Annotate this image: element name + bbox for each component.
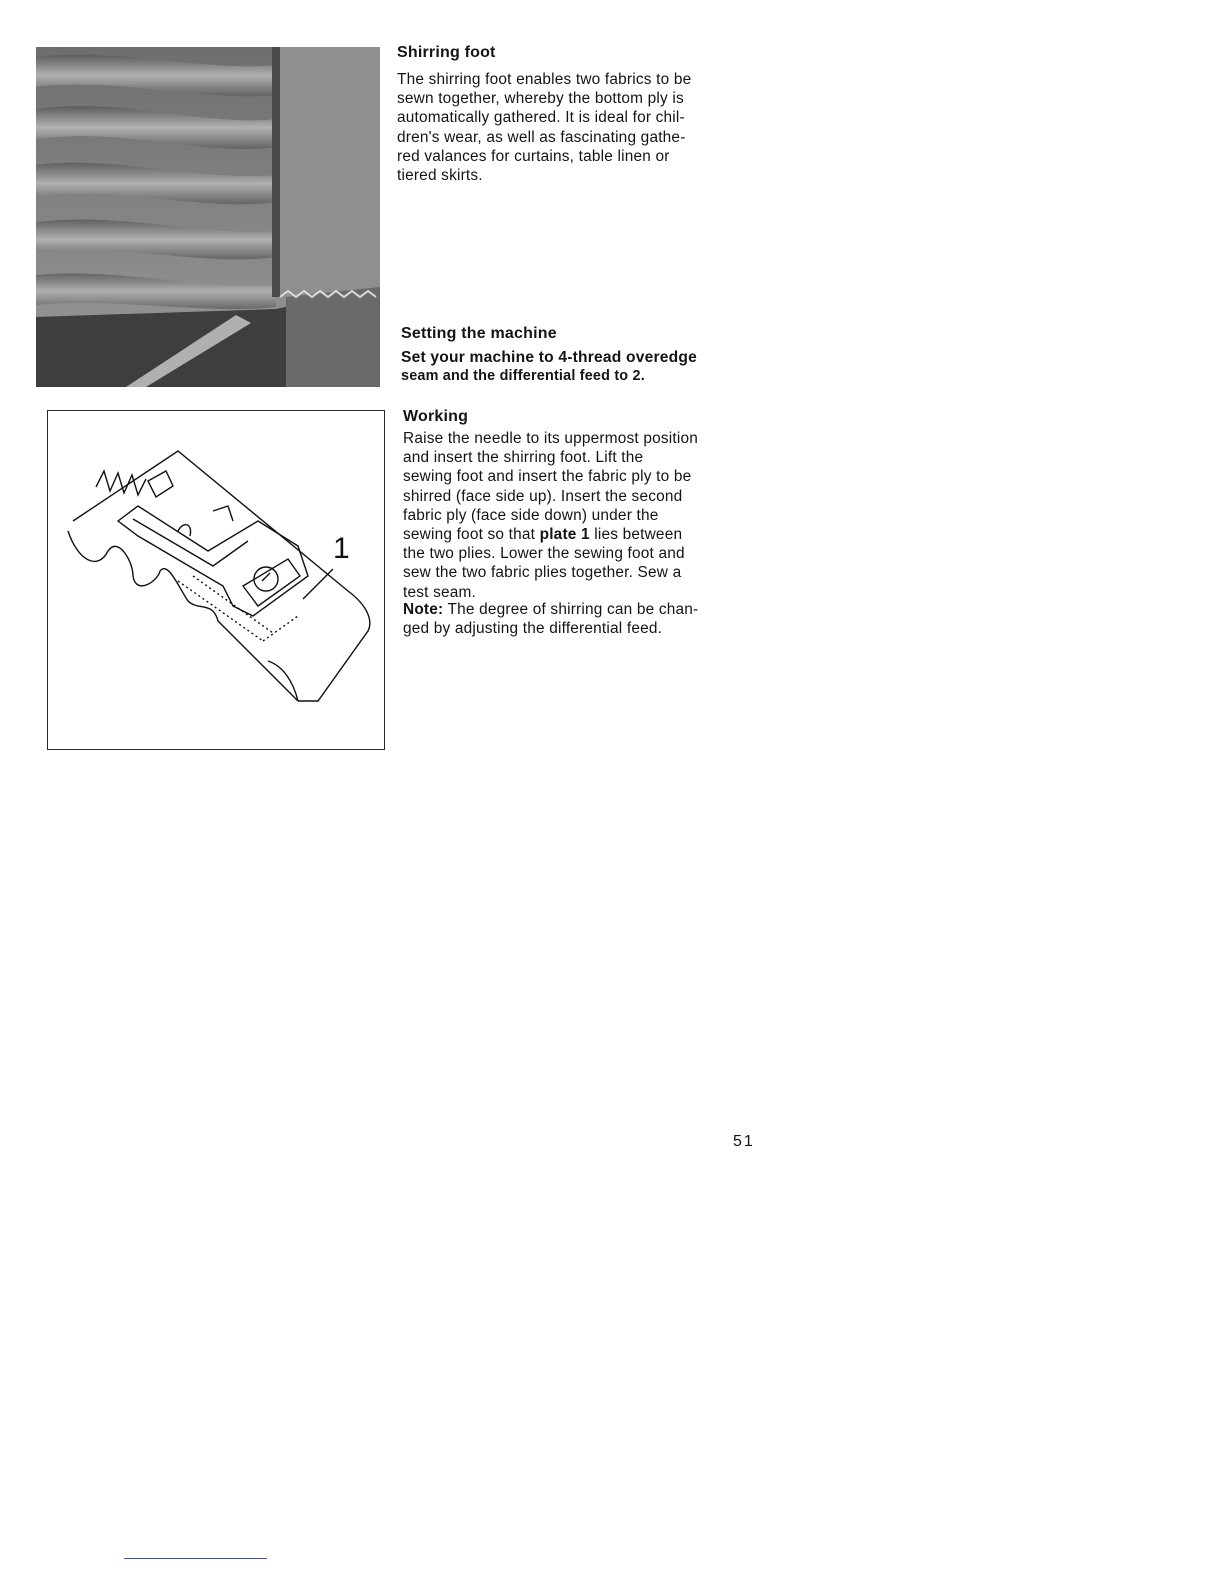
text: sewing foot so that — [403, 526, 540, 544]
note-label: Note: — [403, 601, 444, 618]
section-body-working — [403, 429, 753, 602]
note-line: ged by adjusting the differential feed. — [403, 620, 663, 638]
section-title-working — [403, 408, 753, 426]
body-line: shirred (face side up). Insert the second — [403, 487, 683, 505]
note-line — [403, 600, 753, 619]
text: lies between — [589, 526, 683, 544]
body-line-plate — [403, 525, 753, 544]
shirred-fabric-photo — [36, 47, 380, 387]
body-line: automatically gathered. It is ideal for chil- — [397, 109, 685, 127]
body-line: seam and the differential feed to 2. — [401, 368, 645, 385]
body-line: dren's wear, as well as fascinating gathe- — [397, 128, 686, 146]
plate-callout-number: 1 — [333, 532, 350, 565]
section-body-shirring-foot — [397, 70, 747, 185]
body-line: sew the two fabric plies together. Sew a — [403, 564, 682, 582]
body-line: and insert the shirring foot. Lift the — [403, 449, 644, 467]
body-line: Raise the needle to its uppermost position — [403, 430, 699, 447]
shirring-foot-diagram — [47, 410, 385, 750]
bottom-rule — [124, 1558, 267, 1559]
heading: Setting the machine — [401, 325, 557, 342]
note — [403, 600, 753, 638]
plate-label: plate 1 — [539, 526, 590, 544]
section-title-shirring-foot — [397, 44, 747, 62]
body-line: the two plies. Lower the sewing foot and — [403, 545, 685, 563]
body-line: Set your machine to 4-thread overedge — [401, 349, 697, 366]
page-number: 51 — [733, 1133, 755, 1150]
body-line: red valances for curtains, table linen or — [397, 147, 670, 165]
body-line: sewn together, whereby the bottom ply is — [397, 90, 684, 108]
body-line: sewing foot and insert the fabric ply to be — [403, 468, 692, 486]
body-line: test seam. — [403, 583, 476, 601]
body-line: The shirring foot enables two fabrics to be — [397, 71, 692, 88]
heading: Shirring foot — [397, 44, 496, 61]
body-line: tiered skirts. — [397, 167, 483, 185]
body-line: fabric ply (face side down) under the — [403, 506, 659, 524]
section-title-setting — [401, 325, 751, 343]
heading: Working — [403, 408, 469, 425]
section-body-setting — [401, 348, 751, 386]
text: The degree of shirring can be chan- — [443, 601, 699, 618]
